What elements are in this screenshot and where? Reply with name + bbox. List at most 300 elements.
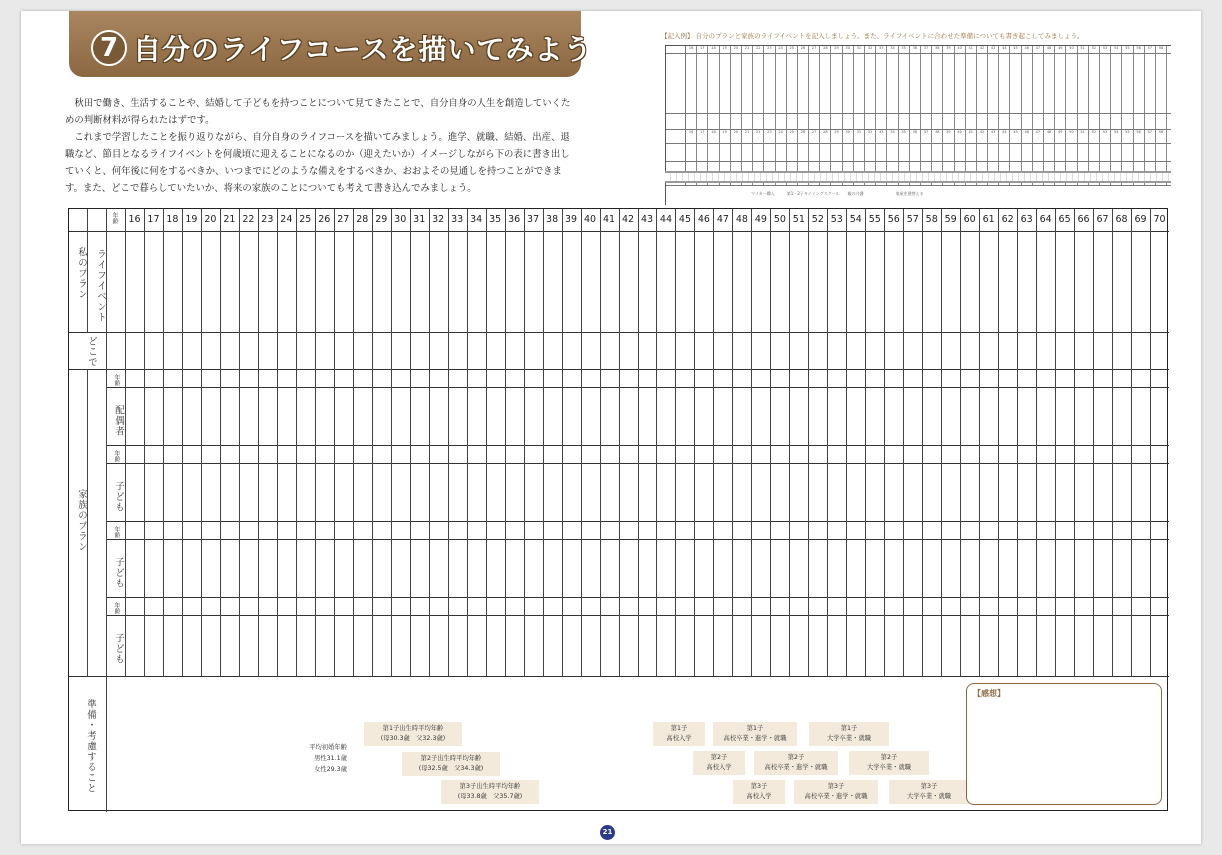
example-cell [955,54,966,113]
spouse-label: 配偶者 [113,405,124,437]
age-column-divider [846,209,847,676]
example-cell [708,144,719,161]
example-cell: 29 [831,46,842,53]
label-column-divider [87,209,88,332]
example-cell [988,54,999,113]
family-plan-label: 家族のプラン [76,489,87,552]
example-cell [843,54,854,113]
age-column-divider [581,209,582,676]
age-column-divider [391,209,392,676]
child3-label: 子ども [113,633,124,665]
example-cell [1100,114,1111,129]
example-cell: 58 [1156,130,1167,143]
example-cell: 44 [999,46,1010,53]
age-column-divider [713,209,714,676]
age-column-divider [315,209,316,676]
intro-paragraph-2: これまで学習したことを振り返りながら、自分自身のライフコースを描いてみましょう。進学、就職、結婚、出産、退職など、節目となるライフイベントを何歳頃に迎えることになるのか（迎えたいか）イメージしながら下の表に書き出していくと、何年後に何をするべきか、いつまでにどのような備えをするべきか、おおよその見通しを持つことができます。また、どこで暮らしていたいか、将来の家族のことについても考えて書き込んでみましょう。 [65,132,570,194]
example-label-cell [666,130,686,143]
age-cell: 20 [204,214,217,225]
example-cell [820,54,831,113]
marriage-age-note: 平均初婚年齢 男性31.1歳 女性29.3歳 [309,744,347,773]
example-cell [921,114,932,129]
example-cell [854,114,865,129]
example-cell [955,144,966,161]
example-cell [1022,144,1033,161]
age-column-divider [865,209,866,676]
example-cell [843,114,854,129]
child2-age-label: 年齢 [113,526,120,538]
example-cell [910,144,921,161]
example-cell [865,54,876,113]
child3-hs-grad: 第3子 高校卒業・進学・就職 [794,780,878,804]
example-cell: 20 [731,46,742,53]
example-cell [708,114,719,129]
example-cell [1134,114,1145,129]
age-cell: 53 [830,214,843,225]
example-cell [1044,144,1055,161]
age-column-divider [448,209,449,676]
example-cell: 21 [742,46,753,53]
example-cell: 18 [708,46,719,53]
example-cell: 39 [943,130,954,143]
age-cell: 62 [1001,214,1014,225]
child1-univ: 第1子 大学卒業・就職 [809,722,889,746]
example-cell [731,114,742,129]
age-column-divider [1112,209,1113,676]
example-cell [787,54,798,113]
example-cell [1078,54,1089,113]
example-cell [977,54,988,113]
example-cell: 33 [876,46,887,53]
example-cell [787,144,798,161]
example-cell [1055,114,1066,129]
example-cell: 52 [1089,46,1100,53]
age-column-divider [619,209,620,676]
example-cell: 20 [731,130,742,143]
example-cell: 35 [899,46,910,53]
age-cell: 46 [697,214,710,225]
age-column-divider [1074,209,1075,676]
example-row [666,130,1171,144]
example-cell [887,144,898,161]
age-cell: 27 [337,214,350,225]
example-cell: 24 [776,46,787,53]
example-cell [1122,114,1133,129]
age-cell: 30 [394,214,407,225]
age-cell: 67 [1096,214,1109,225]
example-cell [1122,54,1133,113]
age-cell: 19 [185,214,198,225]
example-cell [764,144,775,161]
example-label-cell [666,114,686,129]
age-cell: 55 [868,214,881,225]
example-cell: 19 [720,130,731,143]
example-cell [1156,54,1167,113]
example-cell: 53 [1100,46,1111,53]
age-cell: 39 [565,214,578,225]
example-cell: 46 [1022,46,1033,53]
age-cell: 36 [508,214,521,225]
example-cell: 40 [955,46,966,53]
age-cell: 24 [280,214,293,225]
age-cell: 17 [147,214,160,225]
age-column-divider [334,209,335,676]
first-birth-note: 第1子出生時平均年齢 (母30.3歳 父32.3歳) [364,722,462,746]
example-cell: 45 [1010,46,1021,53]
where-label: どこで [86,336,97,368]
age-cell: 21 [223,214,236,225]
age-column-divider [1131,209,1132,676]
example-row [666,114,1171,130]
age-cell: 47 [716,214,729,225]
age-cell: 50 [773,214,786,225]
age-column-divider [1055,209,1056,676]
example-cell: 30 [843,46,854,53]
age-cell: 40 [584,214,597,225]
example-cell: 41 [966,130,977,143]
age-column-divider [486,209,487,676]
example-cell [1044,114,1055,129]
document-page [21,11,1201,844]
age-column-divider [732,209,733,676]
example-cell [1055,54,1066,113]
age-cell: 70 [1153,214,1166,225]
example-cell [1033,144,1044,161]
example-cell: 34 [887,46,898,53]
example-cell [1134,144,1145,161]
age-cell: 64 [1039,214,1052,225]
age-column-divider [675,209,676,676]
example-cell [910,114,921,129]
age-column-divider [220,209,221,676]
age-cell: 65 [1058,214,1071,225]
example-label-cell [666,46,686,53]
impressions-label: 【感想】 [973,689,1005,698]
age-column-divider [789,209,790,676]
example-cell: 26 [798,130,809,143]
age-cell: 35 [489,214,502,225]
example-cell: 28 [820,130,831,143]
example-cell: 56 [1134,130,1145,143]
age-cell: 33 [451,214,464,225]
example-cell [731,144,742,161]
age-cell: 69 [1134,214,1147,225]
age-column-divider [600,209,601,676]
age-cell: 32 [432,214,445,225]
age-column-divider [922,209,923,676]
age-cell: 38 [546,214,559,225]
example-cell [876,144,887,161]
spouse-age-label: 年齢 [113,374,120,386]
example-cell: 23 [764,130,775,143]
age-cell: 41 [602,214,616,225]
example-cell: 39 [943,46,954,53]
age-column-divider [144,209,145,676]
example-cell [708,54,719,113]
age-column-divider [1017,209,1018,676]
example-cell [943,144,954,161]
example-cell [921,144,932,161]
age-column-divider [239,209,240,676]
example-cell [1145,54,1156,113]
example-cell [1145,114,1156,129]
age-column-divider [1150,209,1151,676]
example-cell: 41 [966,46,977,53]
example-cell [1089,144,1100,161]
example-cell [1078,144,1089,161]
example-cell [753,144,764,161]
example-cell [854,144,865,161]
example-cell [831,54,842,113]
example-cell: 40 [955,130,966,143]
example-cell [854,54,865,113]
example-cell [1100,54,1111,113]
example-notes: マイカー購入 第1・2子タイミングスクール 親の介護 家屋を建替える [751,191,924,196]
page-title: 自分のライフコースを描いてみよう [133,33,593,66]
age-cell: 45 [678,214,691,225]
age-cell: 42 [621,214,635,225]
example-cell [776,54,787,113]
example-cell: 50 [1066,46,1077,53]
example-cell [943,54,954,113]
example-cell: 38 [932,46,943,53]
example-cell: 47 [1033,46,1044,53]
example-cell: 37 [921,46,932,53]
example-row [666,46,1171,54]
example-label-cell [666,144,686,161]
example-cell: 48 [1044,46,1055,53]
child2-label: 子ども [113,557,124,589]
child2-univ: 第2子 大学卒業・就職 [849,751,929,775]
example-cell [1156,144,1167,161]
example-cell: 38 [932,130,943,143]
example-cell: 22 [753,46,764,53]
example-cell [1010,54,1021,113]
age-cell: 60 [963,214,976,225]
example-cell [1156,114,1167,129]
section-number-badge: 7 [91,30,127,66]
child3-univ: 第3子 大学卒業・就職 [889,780,969,804]
third-birth-note: 第3子出生時平均年齢 (母33.8歳 父35.7歳) [441,780,539,804]
example-cell [798,54,809,113]
age-column-divider [770,209,771,676]
example-cell [697,144,708,161]
example-cell [1055,144,1066,161]
child2-hs-entry: 第2子 高校入学 [693,751,745,775]
age-column-divider [296,209,297,676]
intro-paragraph-1: 秋田で働き、生活することや、結婚して子どもを持つことについて見てきたことで、自分自身の人生を創造していくための判断材料が得られたはずです。 [65,98,571,126]
age-cell: 29 [375,214,388,225]
example-cell: 21 [742,130,753,143]
example-cell [1010,114,1021,129]
example-cell: 32 [865,130,876,143]
example-cell [1122,144,1133,161]
example-cell [988,114,999,129]
example-cell: 28 [820,46,831,53]
example-cell [697,114,708,129]
example-cell: 29 [831,130,842,143]
example-cell [742,144,753,161]
example-cell [865,114,876,129]
age-cell: 37 [527,214,540,225]
age-cell: 18 [166,214,179,225]
example-cell [1134,54,1145,113]
example-cell [720,144,731,161]
example-cell [731,54,742,113]
age-column-divider [638,209,639,676]
age-column-divider [163,209,164,676]
age-header: 年齢 [111,212,118,224]
life-course-table [68,208,1168,811]
example-cell [1111,114,1122,129]
example-cell [1089,54,1100,113]
age-cell: 28 [356,214,369,225]
example-cell: 49 [1055,46,1066,53]
example-cell [820,144,831,161]
example-cell: 24 [776,130,787,143]
age-cell: 31 [413,214,426,225]
example-cell: 44 [999,130,1010,143]
example-cell: 27 [809,130,820,143]
example-cell [1100,144,1111,161]
example-cell [753,54,764,113]
age-column-divider [884,209,885,676]
age-column-divider [808,209,809,676]
age-cell: 59 [944,214,957,225]
example-row [666,144,1171,162]
example-cell [1033,54,1044,113]
child3-age-label: 年齢 [113,602,120,614]
example-label-cell [666,54,686,113]
age-column-divider [543,209,544,676]
example-cell: 35 [899,130,910,143]
age-cell: 26 [318,214,331,225]
child1-label: 子ども [113,481,124,513]
label-column-divider [106,676,107,812]
age-column-divider [656,209,657,676]
example-cell [720,114,731,129]
age-cell: 57 [906,214,919,225]
age-column-divider [941,209,942,676]
example-cell [899,144,910,161]
example-cell [1066,144,1077,161]
example-cell: 26 [798,46,809,53]
age-column-divider [1036,209,1037,676]
age-cell: 58 [925,214,938,225]
label-column-divider [106,209,107,231]
example-cell [1044,54,1055,113]
example-cell [1111,144,1122,161]
label-column-divider [106,209,107,676]
example-cell [1145,144,1156,161]
example-cell [876,114,887,129]
example-cell: 30 [843,130,854,143]
example-cell: 19 [720,46,731,53]
age-column-divider [903,209,904,676]
example-cell [809,54,820,113]
age-column-divider [201,209,202,676]
age-column-divider [125,209,126,676]
example-cell: 42 [977,130,988,143]
example-cell [910,54,921,113]
example-cell: 47 [1033,130,1044,143]
example-cell: 46 [1022,130,1033,143]
age-column-divider [258,209,259,676]
example-cell: 16 [686,46,697,53]
example-cell [966,144,977,161]
age-column-divider [694,209,695,676]
example-cell [1066,114,1077,129]
age-column-divider [827,209,828,676]
example-cell: 22 [753,130,764,143]
example-cell: 27 [809,46,820,53]
age-column-divider [751,209,752,676]
example-cell [966,114,977,129]
example-cell [1089,114,1100,129]
label-column-divider [87,369,88,676]
example-cell: 57 [1145,46,1156,53]
example-cell [887,114,898,129]
age-cell: 61 [982,214,995,225]
example-cell: 37 [921,130,932,143]
example-cell: 36 [910,46,921,53]
example-cell [899,114,910,129]
example-cell [921,54,932,113]
example-cell: 31 [854,46,865,53]
example-cell [1022,54,1033,113]
example-cell [932,54,943,113]
example-cell [966,54,977,113]
example-cell [697,54,708,113]
age-column-divider [960,209,961,676]
example-cell [831,114,842,129]
example-cell [999,54,1010,113]
age-column-divider [182,209,183,676]
page-number: 21 [600,825,615,840]
prepare-label: 準備・考慮すること [85,699,96,794]
example-cell: 54 [1111,46,1122,53]
age-cell: 48 [735,214,748,225]
example-cell [776,144,787,161]
child2-hs-grad: 第2子 高校卒業・進学・就職 [754,751,838,775]
example-cell: 34 [887,130,898,143]
age-cell: 66 [1077,214,1090,225]
age-column-divider [505,209,506,676]
example-cell [843,144,854,161]
age-cell: 16 [128,214,141,225]
age-column-divider [410,209,411,676]
example-cell [809,144,820,161]
example-cell [776,114,787,129]
impressions-box[interactable] [966,683,1162,805]
example-cell [932,144,943,161]
example-row [666,54,1171,114]
example-cell: 32 [865,46,876,53]
child1-hs-grad: 第1子 高校卒業・進学・就職 [713,722,797,746]
age-cell: 44 [659,214,673,225]
example-cell: 45 [1010,130,1021,143]
example-cell [887,54,898,113]
example-cell [899,54,910,113]
age-column-divider [1093,209,1094,676]
example-cell [764,114,775,129]
age-cell: 43 [640,214,654,225]
example-caption: 【記入例】 自分のプランと家族のライフイベントを記入しましょう。また、ライフイベントに合わせた準備についても書き起こしてみましょう。 [661,32,1084,40]
example-cell: 51 [1078,130,1089,143]
example-cell [820,114,831,129]
example-cell [932,114,943,129]
example-cell [742,54,753,113]
